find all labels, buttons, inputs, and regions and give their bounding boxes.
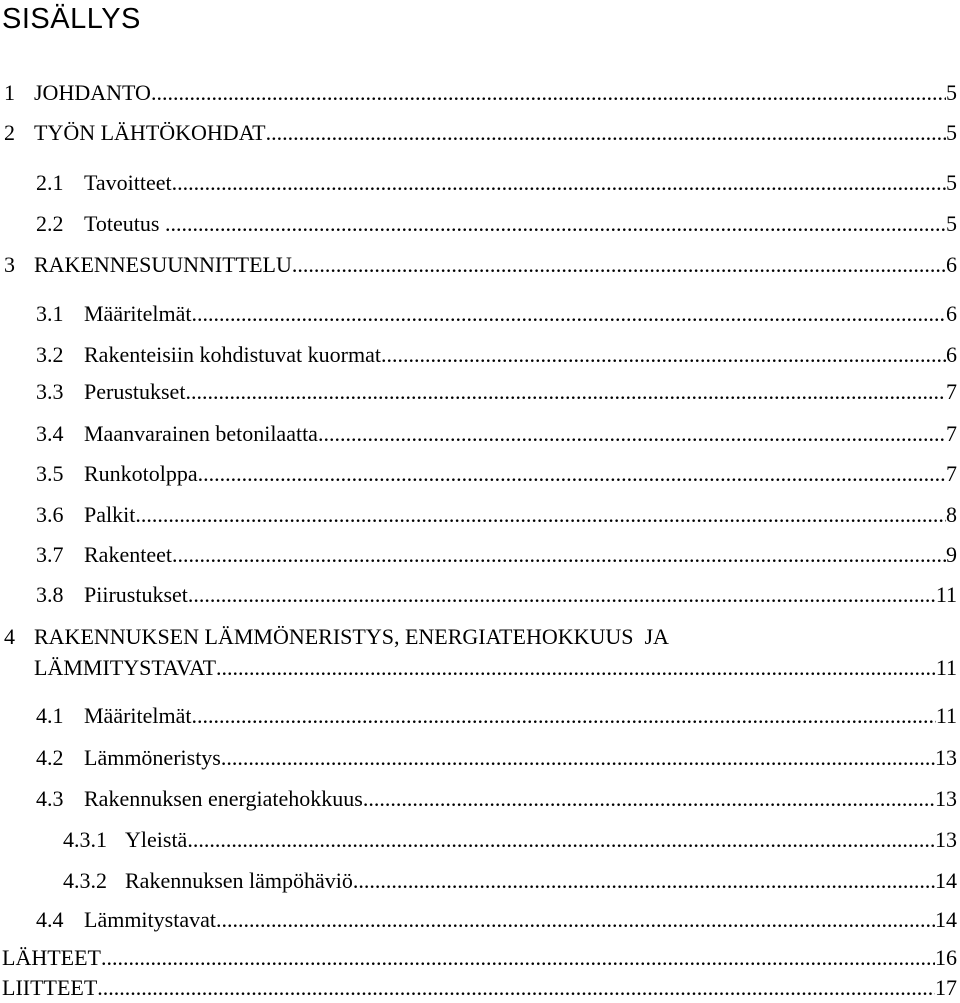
- toc-entry-label: Määritelmät: [84, 703, 192, 728]
- toc-entry-3-5[interactable]: [36, 461, 957, 487]
- dot-leader: [188, 582, 936, 608]
- toc-entry-3-2[interactable]: [36, 342, 957, 368]
- toc-entry-1[interactable]: [4, 80, 957, 106]
- dot-leader: [172, 542, 946, 568]
- toc-entry-number: 3.3: [36, 379, 64, 404]
- toc-entry-2-1[interactable]: [36, 170, 957, 196]
- toc-entry-line: [84, 745, 957, 771]
- toc-entry-3-4[interactable]: [36, 421, 957, 447]
- toc-entry-number: 4.3: [36, 786, 64, 811]
- toc-entry-line: [2, 945, 957, 971]
- toc-entry-3[interactable]: [4, 252, 957, 278]
- page-title: SISÄLLYS: [2, 3, 141, 35]
- toc-entry-line: [84, 461, 957, 487]
- toc-entry-page: 13: [935, 827, 957, 852]
- toc-entry-number: 3.6: [36, 502, 64, 527]
- dot-leader: [97, 975, 935, 1001]
- toc-entry-page: 7: [946, 379, 957, 404]
- toc-entry-label: Rakennuksen lämpöhäviö: [125, 868, 353, 893]
- toc-entry-number: 4.3.1: [63, 827, 107, 852]
- toc-entry-label: Määritelmät: [84, 301, 192, 326]
- toc-entry-line: [84, 342, 957, 368]
- toc-entry-number: 4.1: [36, 703, 64, 728]
- dot-leader: [216, 907, 935, 933]
- toc-entry-line: [84, 301, 957, 327]
- toc-entry-number: 3.8: [36, 582, 64, 607]
- toc-entry-number: 3.4: [36, 421, 64, 446]
- toc-entry-line: [84, 421, 957, 447]
- toc-entry-label: RAKENNESUUNNITTELU: [34, 252, 292, 277]
- toc-entry-page: 13: [935, 786, 957, 811]
- toc-entry-number: 4.2: [36, 745, 64, 770]
- toc-entry-line: [84, 786, 957, 812]
- toc-entry-page: 5: [946, 170, 957, 195]
- toc-entry-number: 2.1: [36, 170, 64, 195]
- toc-entry-3-8[interactable]: [36, 582, 957, 608]
- toc-entry-4-2[interactable]: [36, 745, 957, 771]
- toc-entry-line: [2, 975, 957, 1001]
- toc-entry-label: RAKENNUKSEN LÄMMÖNERISTYS, ENERGIATEHOKKUUS JA: [34, 624, 669, 649]
- toc-entry-label: JOHDANTO: [34, 80, 151, 105]
- toc-entry-label: Rakenteisiin kohdistuvat kuormat: [84, 342, 381, 367]
- toc-entry-label: Tavoitteet: [84, 170, 172, 195]
- toc-entry-number: 2: [4, 120, 15, 145]
- dot-leader: [266, 120, 946, 146]
- dot-leader: [185, 379, 946, 405]
- toc-entry-number: 4: [4, 624, 15, 649]
- dot-leader: [198, 461, 946, 487]
- toc-entry-number: 4.3.2: [63, 868, 107, 893]
- toc-entry-page: 5: [946, 120, 957, 145]
- toc-entry-line: [34, 80, 957, 106]
- toc-entry-line: [84, 379, 957, 405]
- toc-entry-page: 16: [935, 945, 957, 970]
- toc-entry-page: 14: [935, 907, 957, 932]
- toc-entry-3-1[interactable]: [36, 301, 957, 327]
- toc-entry-label: Rakenteet: [84, 542, 172, 567]
- toc-entry-4-3-1[interactable]: [63, 827, 957, 853]
- toc-entry-page: 7: [946, 421, 957, 446]
- toc-entry-page: 17: [935, 975, 957, 1000]
- toc-entry-label: Palkit: [84, 502, 136, 527]
- toc-entry-label-continued: LÄMMITYSTAVAT: [34, 655, 217, 680]
- toc-entry-page: 5: [946, 80, 957, 105]
- dot-leader: [172, 170, 946, 196]
- toc-entry-line: [125, 827, 957, 853]
- dot-leader: [135, 502, 946, 528]
- toc-entry-label: Perustukset: [84, 379, 186, 404]
- toc-entry-label: LIITTEET: [2, 975, 98, 1000]
- dot-leader: [187, 827, 935, 853]
- toc-entry-label: Runkotolppa: [84, 461, 198, 486]
- dot-leader: [318, 421, 946, 447]
- toc-entry-line: [84, 211, 957, 237]
- toc-entry-page: 11: [935, 582, 957, 607]
- toc-entry-line: [34, 252, 957, 278]
- dot-leader: [221, 745, 935, 771]
- toc-entry-line: [84, 502, 957, 528]
- toc-entry-page: 6: [946, 301, 957, 326]
- toc-entry-4-3[interactable]: [36, 786, 957, 812]
- dot-leader: [101, 945, 935, 971]
- toc-entry-3-6[interactable]: [36, 502, 957, 528]
- toc-entry-4-4[interactable]: [36, 907, 957, 933]
- toc-entry-label: Lämmitystavat: [84, 907, 216, 932]
- toc-entry-label: Maanvarainen betonilaatta: [84, 421, 318, 446]
- toc-entry-line: [125, 868, 957, 894]
- toc-entry-2[interactable]: [4, 120, 957, 146]
- toc-entry-label: LÄHTEET: [2, 945, 101, 970]
- toc-entry-page: 14: [935, 868, 957, 893]
- toc-entry-page: 5: [946, 211, 957, 236]
- toc-entry-4-1[interactable]: [36, 703, 957, 729]
- toc-entry-3-3[interactable]: [36, 379, 957, 405]
- toc-entry-number: 3.2: [36, 342, 64, 367]
- toc-entry-line: [84, 703, 957, 729]
- dot-leader: [353, 868, 935, 894]
- toc-entry-page: 8: [946, 502, 957, 527]
- toc-entry-number: 3.1: [36, 301, 64, 326]
- dot-leader: [170, 211, 946, 237]
- toc-entry-line: [84, 542, 957, 568]
- toc-entry-3-7[interactable]: [36, 542, 957, 568]
- toc-entry-line: [34, 655, 957, 681]
- toc-entry-4[interactable]: [34, 655, 957, 681]
- toc-entry-number: 4.4: [36, 907, 64, 932]
- toc-entry-label: Yleistä: [125, 827, 188, 852]
- toc-entry-page: 7: [946, 461, 957, 486]
- toc-entry-4-heading: [4, 624, 957, 650]
- toc-entry-liitteet[interactable]: [2, 975, 957, 1001]
- dot-leader: [192, 703, 936, 729]
- toc-entry-label: TYÖN LÄHTÖKOHDAT: [34, 120, 266, 145]
- toc-entry-page: 6: [946, 342, 957, 367]
- toc-entry-line: [84, 170, 957, 196]
- toc-entry-number: 3.7: [36, 542, 64, 567]
- dot-leader: [363, 786, 935, 812]
- toc-entry-number: 2.2: [36, 211, 64, 236]
- toc-entry-lahteet[interactable]: [2, 945, 957, 971]
- toc-entry-line: [84, 907, 957, 933]
- toc-entry-line: [34, 120, 957, 146]
- toc-entry-page: 11: [935, 703, 957, 728]
- dot-leader: [192, 301, 946, 327]
- toc-entry-number: 3.5: [36, 461, 64, 486]
- toc-entry-number: 3: [4, 252, 15, 277]
- dot-leader: [151, 80, 946, 106]
- dot-leader: [381, 342, 946, 368]
- toc-entry-2-2[interactable]: [36, 211, 957, 237]
- toc-entry-4-3-2[interactable]: [63, 868, 957, 894]
- toc-entry-page: 9: [946, 542, 957, 567]
- toc-entry-page: 13: [935, 745, 957, 770]
- toc-entry-label: Rakennuksen energiatehokkuus: [84, 786, 363, 811]
- toc-entry-number: 1: [4, 80, 15, 105]
- dot-leader: [292, 252, 946, 278]
- toc-entry-page: 6: [946, 252, 957, 277]
- toc-entry-label: Lämmöneristys: [84, 745, 221, 770]
- toc-entry-label: Piirustukset: [84, 582, 188, 607]
- toc-entry-line: [84, 582, 957, 608]
- toc-entry-label: Toteutus .: [84, 211, 171, 236]
- toc-entry-page: 11: [935, 655, 957, 680]
- dot-leader: [216, 655, 936, 681]
